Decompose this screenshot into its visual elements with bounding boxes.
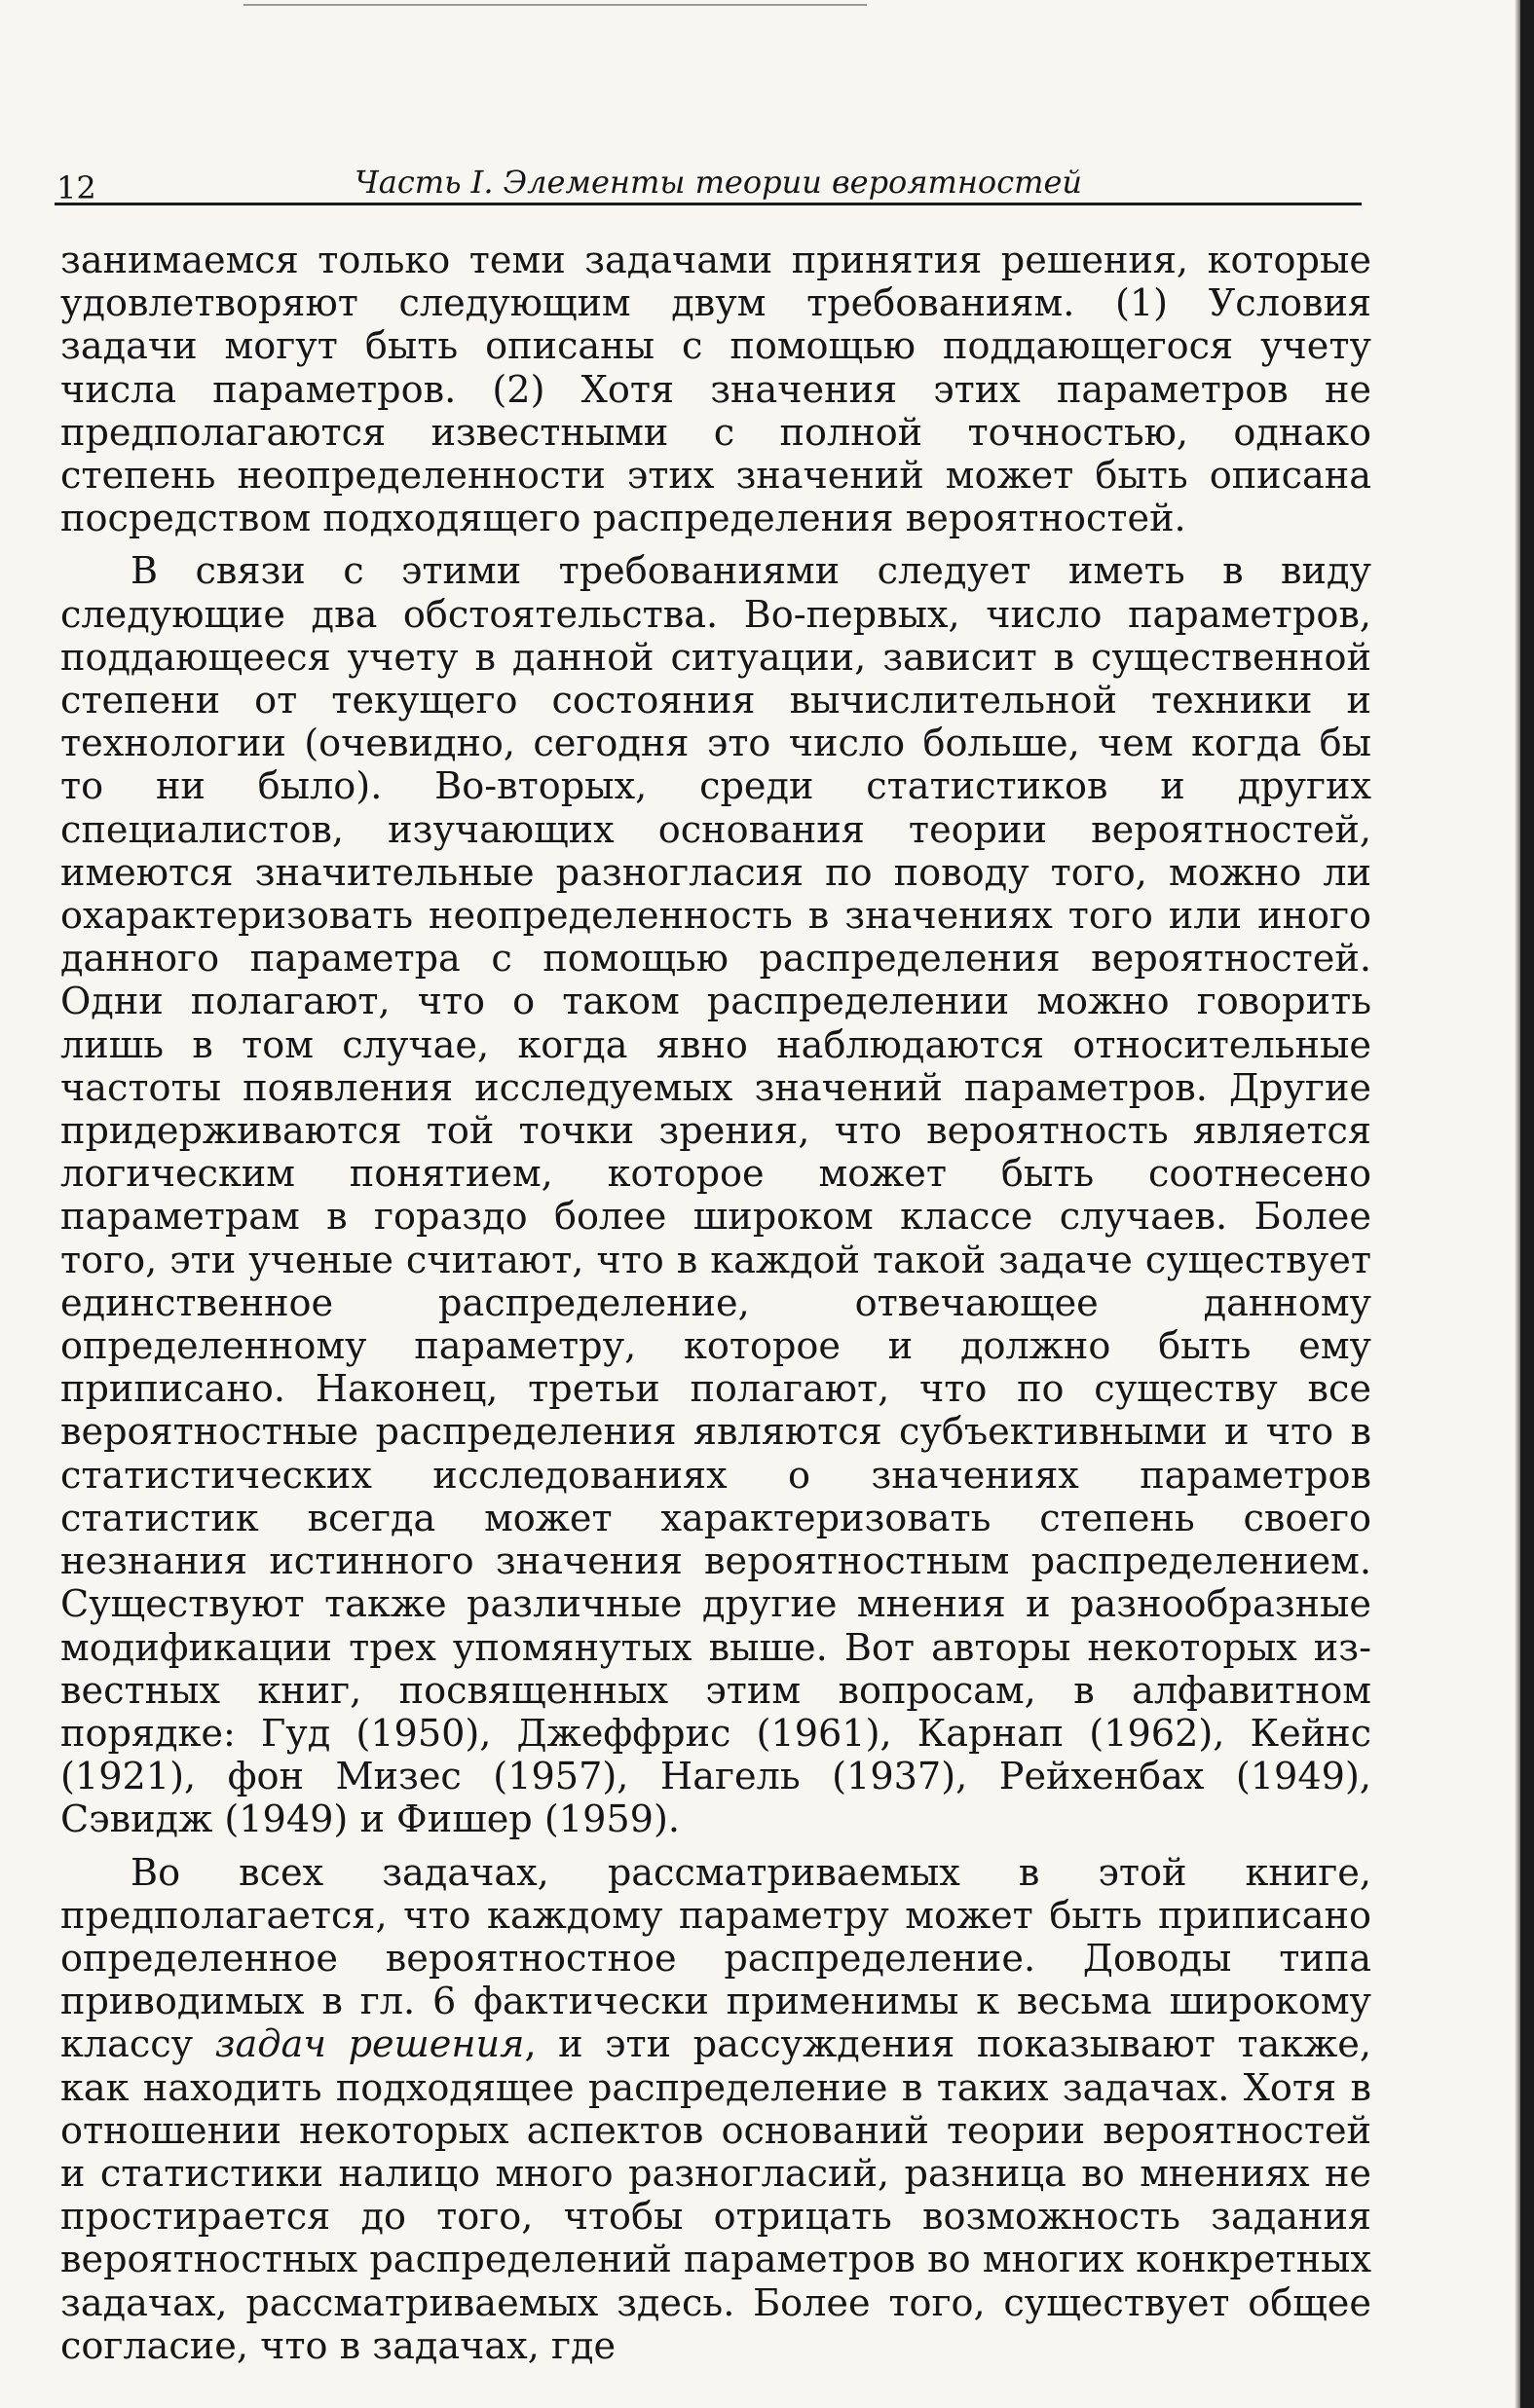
scan-top-rule	[243, 4, 867, 6]
paragraph-3-text-end: , и эти рассуждения показывают также, как находить подходящее распределение в таких задачах. Хотя в отношении некоторых аспектов оснований теории вероятностей и статистики налицо много разногласий, разница во мнениях не простирается до того, чтобы отрицать возможность задания вероятностных распределений параметров во многих конкретных задачах, рассматриваемых здесь. Более того, существует общее согласие, что в задачах, где	[60, 2023, 1372, 2368]
page-body	[60, 240, 1371, 2368]
paragraph-3-text-start: Во всех задачах, рассматриваемых в этой книге, предполагается, что каждому параметру может быть приписано определенное вероятностное распределение. Доводы типа приводимых в гл. 6 фактически применимы к весьма широкому классу	[60, 1851, 1371, 2067]
paragraph-3	[60, 1852, 1371, 2368]
paragraph-3-emphasis: задач решения	[214, 2023, 525, 2067]
paragraph-1: занимаемся только теми задачами принятия решения, которые удовлетворяют следующим двум требованиям. (1) Условия задачи могут быть описаны с помощью поддающегося учету числа параметров. (2) Хотя значения этих параметров не предполагаются известными с полной точностью, однако степень неопределенности этих значений может быть описана посредством подходящего распределения вероятностей.	[60, 240, 1371, 541]
scan-right-edge	[1520, 0, 1534, 2408]
page-header	[55, 164, 1362, 205]
running-head: Часть I. Элементы теории вероятностей	[355, 164, 1082, 201]
page-number: 12	[56, 169, 96, 206]
paragraph-2: В связи с этими требованиями следует иметь в виду следующие два обстоятельства. Во-первых, число параметров, поддающееся учету в данной ситуации, зависит в существенной степени от текущего состояния вычислительной техники и технологии (очевидно, сегодня это число больше, чем когда бы то ни было). Во-вторых, среди статистиков и других специалистов, изучающих основания теории вероятностей, имеются значительные разногласия по поводу того, можно ли охарактеризовать неопределенность в значениях того или иного данного параметра с помощью распределения вероятностей. Одни полагают, что о таком распределении можно говорить лишь в том случае, когда явно наблюдаются относительные частоты появления исследуемых значений параметров. Другие придерживаются той точки зрения, что вероятность является логическим понятием, которое может быть соотнесено параметрам в гораздо более широком классе случаев. Более того, эти ученые считают, что в каждой такой задаче существует единственное распределение, отвечающее данному определенному параметру, которое и должно быть ему приписано. Наконец, третьи полагают, что по существу все вероятностные распределения являются субъективными и что в статистических исследованиях о значениях параметров статистик всегда может характеризовать степень своего незнания истинного значения вероятностным распределением. Существуют также различные другие мнения и разнообразные модификации трех упомянутых выше. Вот авторы некоторых известных книг, посвященных этим вопросам, в алфавитном порядке: Гуд (1950), Джеффрис (1961), Карнап (1962), Кейнс (1921), фон Мизес (1957), Нагель (1937), Рейхенбах (1949), Сэвидж (1949) и Фишер (1959).	[60, 550, 1371, 1842]
